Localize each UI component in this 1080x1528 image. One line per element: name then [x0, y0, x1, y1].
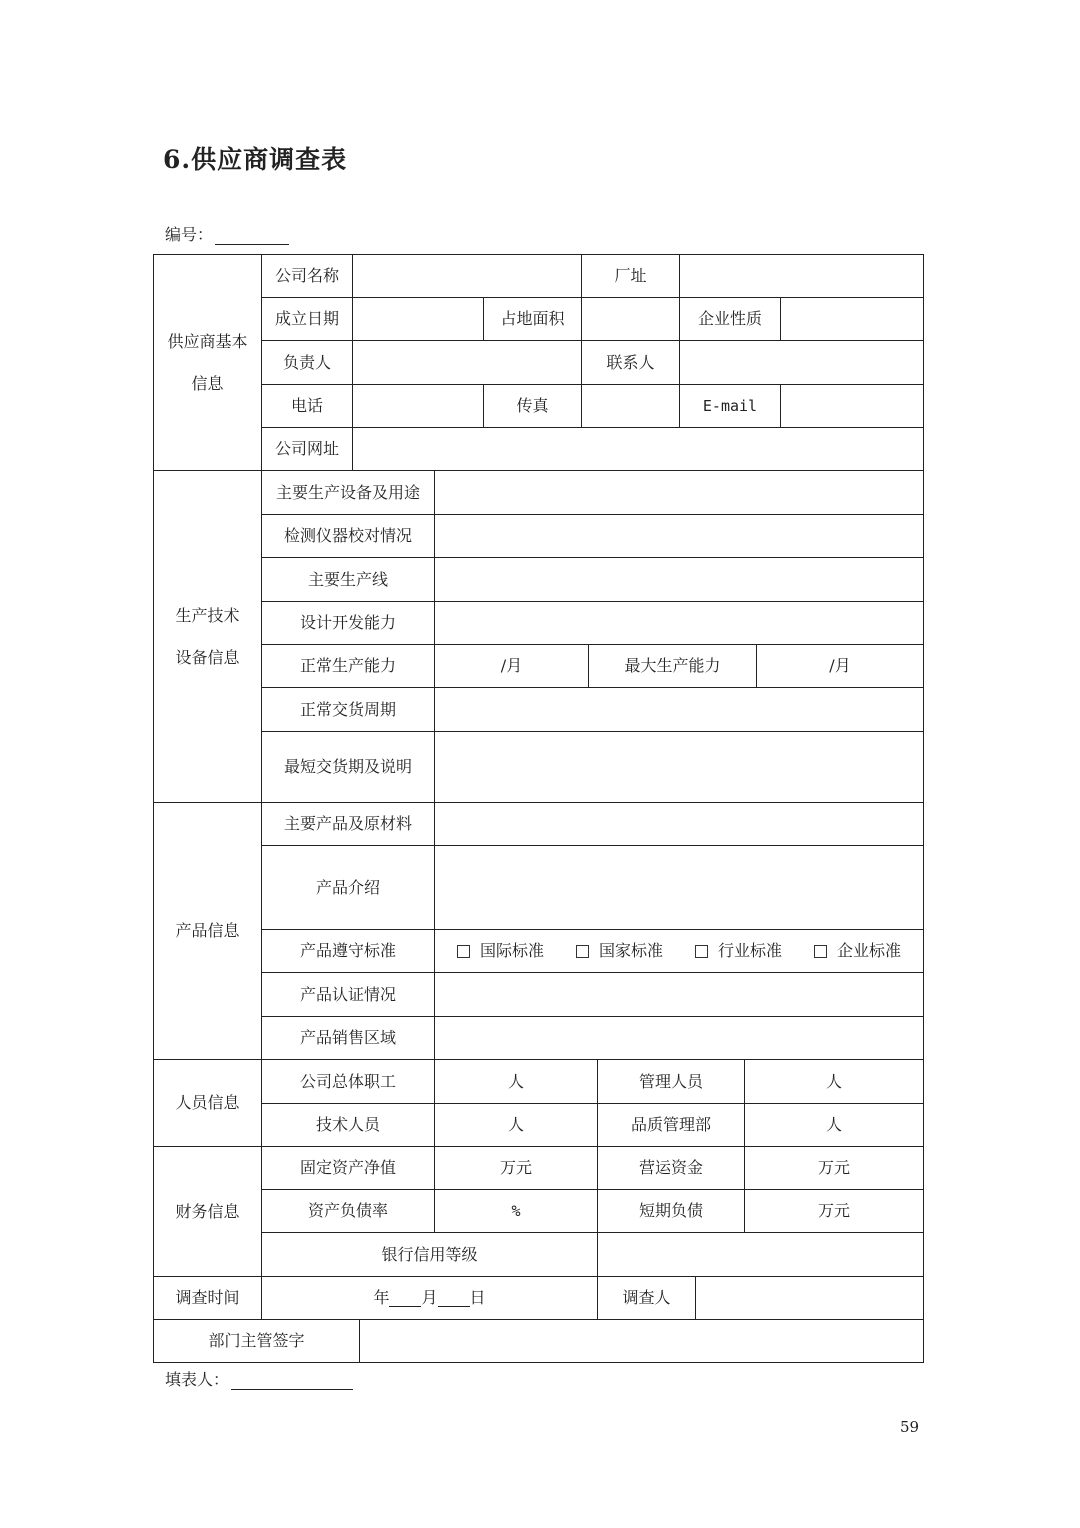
label-debt-ratio: 资产负债率: [261, 1189, 435, 1233]
input-email[interactable]: [780, 384, 924, 428]
label-credit-rating: 银行信用等级: [261, 1232, 598, 1277]
label-normal-capacity: 正常生产能力: [261, 644, 435, 688]
label-quality-dept: 品质管理部: [597, 1103, 745, 1147]
label-calibration: 检测仪器校对情况: [261, 514, 435, 558]
input-survey-date[interactable]: [261, 1276, 598, 1320]
input-factory-address[interactable]: [679, 254, 924, 298]
input-short-debt[interactable]: 万元: [744, 1189, 924, 1233]
input-normal-capacity[interactable]: /月: [434, 644, 589, 688]
input-surveyor[interactable]: [695, 1276, 924, 1320]
label-main-products: 主要产品及原材料: [261, 802, 435, 846]
day-label: 日: [469, 1288, 486, 1308]
serial-label: 编号：: [165, 225, 214, 244]
option-label: 行业标准: [717, 941, 782, 961]
input-working-capital[interactable]: 万元: [744, 1146, 924, 1190]
checkbox-icon[interactable]: [814, 945, 827, 958]
section-staff-info: 人员信息: [153, 1059, 262, 1147]
label-certification: 产品认证情况: [261, 972, 435, 1017]
label-total-staff: 公司总体职工: [261, 1059, 435, 1104]
option-label: 国家标准: [598, 941, 663, 961]
month-blank[interactable]: [389, 1290, 421, 1307]
label-shortest-delivery: 最短交货期及说明: [261, 731, 435, 803]
option-international[interactable]: [457, 941, 544, 960]
checkbox-icon[interactable]: [695, 945, 708, 958]
option-label: 国际标准: [479, 941, 544, 961]
label-fixed-assets: 固定资产净值: [261, 1146, 435, 1190]
label-working-capital: 营运资金: [597, 1146, 745, 1190]
section-basic-info: [153, 254, 262, 471]
input-equipment[interactable]: [434, 470, 924, 515]
input-contact[interactable]: [679, 340, 924, 385]
day-blank[interactable]: [438, 1290, 470, 1307]
option-label: 企业标准: [836, 941, 901, 961]
input-nature[interactable]: [780, 297, 924, 341]
input-fixed-assets[interactable]: 万元: [434, 1146, 598, 1190]
label-equipment: 主要生产设备及用途: [261, 470, 435, 515]
input-max-capacity[interactable]: /月: [756, 644, 924, 688]
label-management: 管理人员: [597, 1059, 745, 1104]
input-manager-signature[interactable]: [359, 1319, 924, 1363]
label-sales-region: 产品销售区域: [261, 1016, 435, 1060]
section-finance-info: 财务信息: [153, 1146, 262, 1277]
input-lines[interactable]: [434, 557, 924, 602]
page-title: 6.供应商调查表: [163, 145, 348, 174]
checkbox-icon[interactable]: [457, 945, 470, 958]
standard-options: [434, 929, 924, 973]
input-technical-staff[interactable]: 人: [434, 1103, 598, 1147]
input-website[interactable]: [352, 427, 924, 471]
input-normal-delivery[interactable]: [434, 687, 924, 732]
label-design: 设计开发能力: [261, 601, 435, 645]
serial-blank[interactable]: [215, 228, 289, 245]
input-certification[interactable]: [434, 972, 924, 1017]
input-leader[interactable]: [352, 340, 582, 385]
label-max-capacity: 最大生产能力: [588, 644, 757, 688]
input-shortest-delivery[interactable]: [434, 731, 924, 803]
label-established: 成立日期: [261, 297, 353, 341]
input-quality-dept[interactable]: 人: [744, 1103, 924, 1147]
section-tech-info: [153, 470, 262, 803]
input-design[interactable]: [434, 601, 924, 645]
label-technical-staff: 技术人员: [261, 1103, 435, 1147]
filler-blank[interactable]: [231, 1373, 353, 1390]
input-fax[interactable]: [581, 384, 680, 428]
label-normal-delivery: 正常交货周期: [261, 687, 435, 732]
month-label: 月: [421, 1288, 438, 1308]
label-surveyor: 调查人: [597, 1276, 696, 1320]
input-credit-rating[interactable]: [597, 1232, 924, 1277]
year-label: 年: [373, 1288, 390, 1308]
label-phone: 电话: [261, 384, 353, 428]
input-product-intro[interactable]: [434, 845, 924, 930]
label-short-debt: 短期负债: [597, 1189, 745, 1233]
label-website: 公司网址: [261, 427, 353, 471]
input-main-products[interactable]: [434, 802, 924, 846]
label-lines: 主要生产线: [261, 557, 435, 602]
input-sales-region[interactable]: [434, 1016, 924, 1060]
input-established[interactable]: [352, 297, 484, 341]
checkbox-icon[interactable]: [576, 945, 589, 958]
label-standard: 产品遵守标准: [261, 929, 435, 973]
input-company-name[interactable]: [352, 254, 582, 298]
label-manager-signature: 部门主管签字: [153, 1319, 360, 1363]
label-contact: 联系人: [581, 340, 680, 385]
label-area: 占地面积: [483, 297, 582, 341]
input-area[interactable]: [581, 297, 680, 341]
label-factory-address: 厂址: [581, 254, 680, 298]
page-number: 59: [900, 1418, 920, 1436]
label-fax: 传真: [483, 384, 582, 428]
label-company-name: 公司名称: [261, 254, 353, 298]
option-national[interactable]: [576, 941, 663, 960]
section-product-info: 产品信息: [153, 802, 262, 1060]
label-survey-time: 调查时间: [153, 1276, 262, 1320]
label-leader: 负责人: [261, 340, 353, 385]
filler-field[interactable]: [165, 1367, 353, 1390]
filler-label: 填表人：: [165, 1370, 230, 1389]
option-industry[interactable]: [695, 941, 782, 960]
input-management[interactable]: 人: [744, 1059, 924, 1104]
serial-number-field[interactable]: [165, 222, 289, 245]
input-debt-ratio[interactable]: %: [434, 1189, 598, 1233]
label-email: E-mail: [679, 384, 781, 428]
section-basic-label: 供应商基本 信息: [167, 331, 248, 393]
input-phone[interactable]: [352, 384, 484, 428]
section-tech-label: 生产技术 设备信息: [175, 605, 240, 667]
option-enterprise[interactable]: [814, 941, 901, 960]
label-product-intro: 产品介绍: [261, 845, 435, 930]
input-calibration[interactable]: [434, 514, 924, 558]
label-nature: 企业性质: [679, 297, 781, 341]
input-total-staff[interactable]: 人: [434, 1059, 598, 1104]
